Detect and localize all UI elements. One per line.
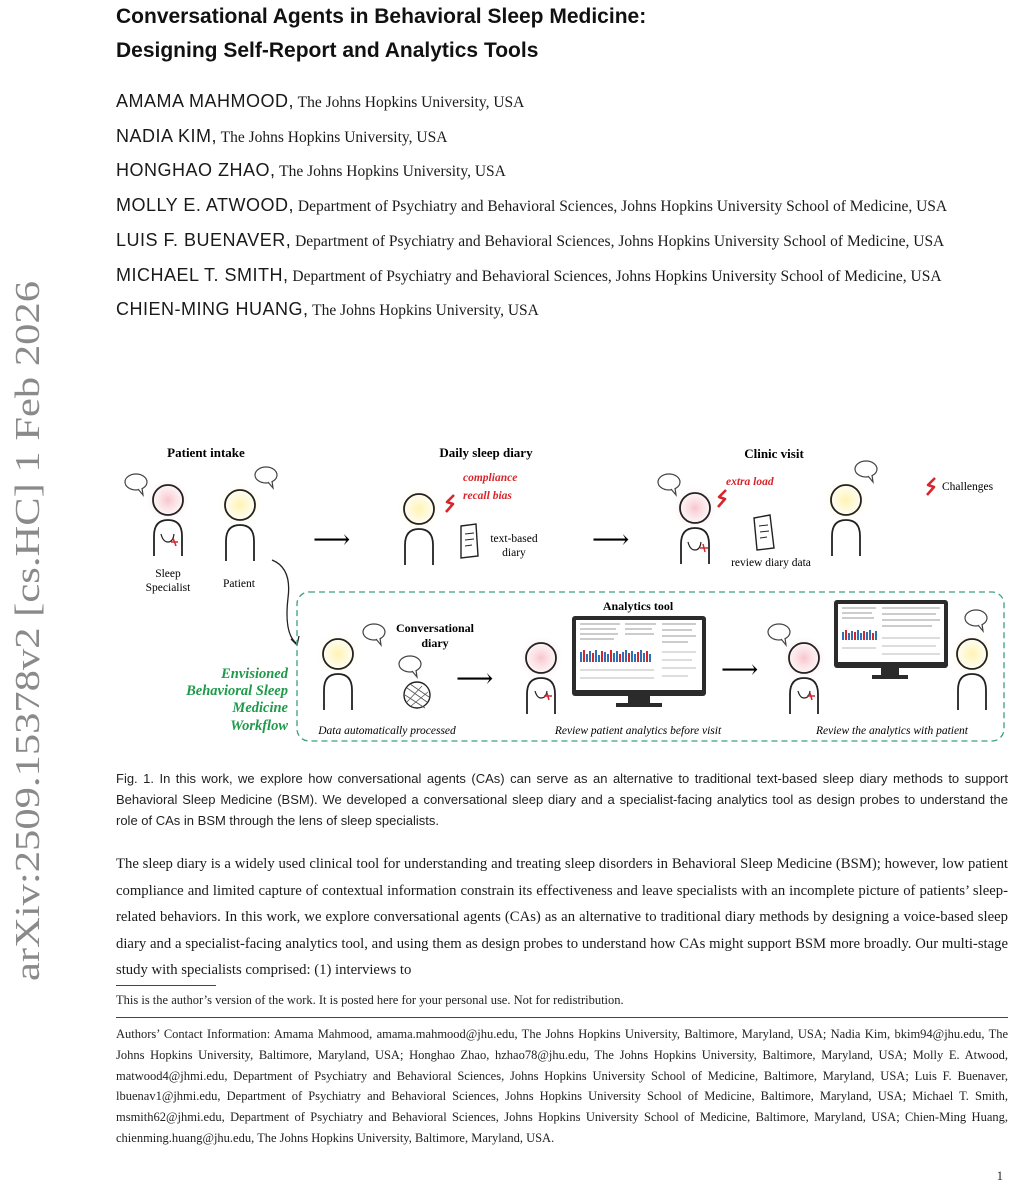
label-envisioned: Envisioned (221, 666, 288, 682)
author-affiliation: Department of Psychiatry and Behavioral Sciences, Johns Hopkins University School of Medicine, USA (288, 267, 942, 285)
label-medicine: Medicine (232, 700, 288, 716)
page-number: 1 (996, 1169, 1003, 1183)
label-review-before-visit: Review patient analytics before visit (554, 725, 722, 737)
label-text-based: text-based (490, 533, 538, 545)
author-affiliation: The Johns Hopkins University, USA (308, 302, 539, 320)
contact-rule (116, 1017, 1008, 1018)
author-name: MICHAEL T. SMITH, (116, 264, 289, 285)
author-name: HONGHAO ZHAO, (116, 160, 276, 181)
speech-bubble-icon (855, 461, 877, 482)
arrow-right-icon: ⟶ (721, 655, 759, 684)
label-patient-intake: Patient intake (167, 445, 245, 460)
label-clinic-visit: Clinic visit (744, 446, 804, 461)
label-workflow: Workflow (230, 718, 288, 734)
specialist-review-figure (782, 636, 826, 714)
paper-title (116, 0, 646, 68)
author-name: NADIA KIM, (116, 125, 218, 146)
label-compliance: compliance (463, 472, 518, 484)
author-affiliation: Department of Psychiatry and Behavioral Sciences, Johns Hopkins University School of Medicine, USA (291, 232, 945, 250)
title-line-2: Designing Self-Report and Analytics Tools (116, 39, 539, 62)
author-entry (116, 154, 1008, 189)
label-analytics-tool: Analytics tool (602, 599, 674, 613)
author-entry (116, 224, 1008, 259)
label-review-diary-data: review diary data (731, 557, 811, 569)
flow-arrow (272, 560, 296, 643)
author-name: MOLLY E. ATWOOD, (116, 195, 295, 216)
arrow-right-icon: ⟶ (313, 525, 351, 554)
abstract-text: The sleep diary is a widely used clinical tool for understanding and treating sleep disorders in Behavioral Sleep Medicine (BSM); however, low patient compliance and limited capture of contextual information constrain its effectiveness and leave specialists with an incomplete picture of patients’ sleep-related behaviors. In this work, we explore conversational agents (CAs) as an alternative to traditional diary methods by designing a voice-based sleep diary and a specialist-facing analytics tool, and using them as design probes to understand how CAs might support BSM more broadly. Our multi-stage study with specialists comprised: (1) interviews to (116, 856, 1008, 979)
arxiv-stamp (6, 278, 48, 984)
author-entry (116, 259, 1008, 294)
speech-bubble-icon (658, 474, 680, 495)
challenge-icon (718, 490, 726, 507)
footnote-rule (116, 985, 216, 986)
author-entry (116, 189, 1008, 224)
challenge-icon (446, 495, 454, 512)
challenge-legend-icon (927, 478, 935, 495)
arrow-right-icon: ⟶ (456, 664, 494, 693)
author-affiliation: The Johns Hopkins University, USA (217, 128, 448, 146)
patient-figure (218, 483, 262, 561)
arxiv-id: arXiv:2509.15378v2 [cs.HC] 1 Feb 2026 (8, 405, 47, 981)
title-line-1: Conversational Agents in Behavioral Sleep Medicine: (116, 5, 647, 28)
speech-bubble-icon (399, 656, 421, 677)
smart-speaker-icon (404, 682, 430, 708)
specialist-clinic-figure (673, 486, 717, 564)
speech-bubble-icon (768, 624, 790, 645)
sleep-specialist-figure (146, 478, 190, 556)
label-challenges: Challenges (942, 481, 994, 493)
patient-conversational-figure (316, 632, 360, 710)
figure-1 (116, 438, 1008, 746)
label-patient: Patient (223, 578, 255, 590)
label-review-with-patient: Review the analytics with patient (815, 725, 969, 737)
label-diary: diary (502, 547, 526, 559)
speech-bubble-icon (125, 474, 147, 495)
analytics-monitor-2 (834, 600, 948, 679)
author-entry (116, 120, 1008, 155)
paper-diary-icon (754, 515, 774, 550)
patient-clinic-figure (824, 478, 868, 556)
patient-diary-figure (397, 487, 441, 565)
specialist-analytics-figure (519, 636, 563, 714)
label-daily-sleep-diary: Daily sleep diary (439, 445, 533, 460)
speech-bubble-icon (255, 467, 277, 488)
analytics-monitor (572, 616, 706, 707)
paper-diary-icon (461, 524, 478, 558)
label-conversational-diary: diary (421, 636, 449, 650)
author-affiliation: Department of Psychiatry and Behavioral Sciences, Johns Hopkins University School of Medicine, USA (294, 198, 948, 216)
label-behavioral-sleep: Behavioral Sleep (186, 683, 288, 699)
patient-review-figure (950, 632, 994, 710)
arrow-right-icon: ⟶ (592, 525, 630, 554)
author-entry (116, 85, 1008, 120)
figure-caption: Fig. 1. In this work, we explore how conversational agents (CAs) can serve as an alternative to traditional text-based sleep diary methods to support Behavioral Sleep Medicine (BSM). We developed a conversational sleep diary and a specialist-facing analytics tool as design probes to understand the role of CAs in BSM through the lens of sleep specialists. (116, 771, 1008, 828)
label-conversational: Conversational (396, 621, 474, 635)
label-specialist: Specialist (145, 582, 191, 594)
author-name: AMAMA MAHMOOD, (116, 91, 295, 111)
speech-bubble-icon (363, 624, 385, 645)
author-name: CHIEN-MING HUANG, (116, 299, 309, 320)
label-sleep: Sleep (155, 568, 181, 580)
footnote-text: This is the author’s version of the work. It is posted here for your personal use. Not for redistribution. (116, 993, 624, 1007)
contact-info: Authors’ Contact Information: Amama Mahmood, amama.mahmood@jhu.edu, The Johns Hopkins University, Baltimore, Maryland, USA; Nadia Kim, bkim94@jhu.edu, The Johns Hopkins University, Baltimore, Maryland, USA; Honghao Zhao, hzhao78@jhu.edu, The Johns Hopkins University, Baltimore, Maryland, USA; Molly E. Atwood, matwood4@jhmi.edu, Department of Psychiatry and Behavioral Sciences, Johns Hopkins University School of Medicine, Baltimore, Maryland, USA; Luis F. Buenaver, lbuenav1@jhmi.edu, Department of Psychiatry and Behavioral Sciences, Johns Hopkins University School of Medicine, Baltimore, Maryland, USA; Michael T. Smith, msmith62@jhmi.edu, Department of Psychiatry and Behavioral Sciences, Johns Hopkins University School of Medicine, Baltimore, Maryland, USA; Chien-Ming Huang, chienming.huang@jhu.edu, The Johns Hopkins University, Baltimore, Maryland, USA. (116, 1027, 1008, 1145)
author-affiliation: The Johns Hopkins University, USA (294, 94, 525, 111)
author-affiliation: The Johns Hopkins University, USA (275, 163, 506, 181)
author-name: LUIS F. BUENAVER, (116, 229, 292, 250)
label-extra-load: extra load (726, 476, 774, 488)
author-entry (116, 293, 1008, 328)
speech-bubble-icon (965, 610, 987, 631)
author-list (116, 85, 1008, 328)
label-data-automatically-processed: Data automatically processed (318, 725, 456, 737)
label-recall-bias: recall bias (463, 490, 512, 502)
